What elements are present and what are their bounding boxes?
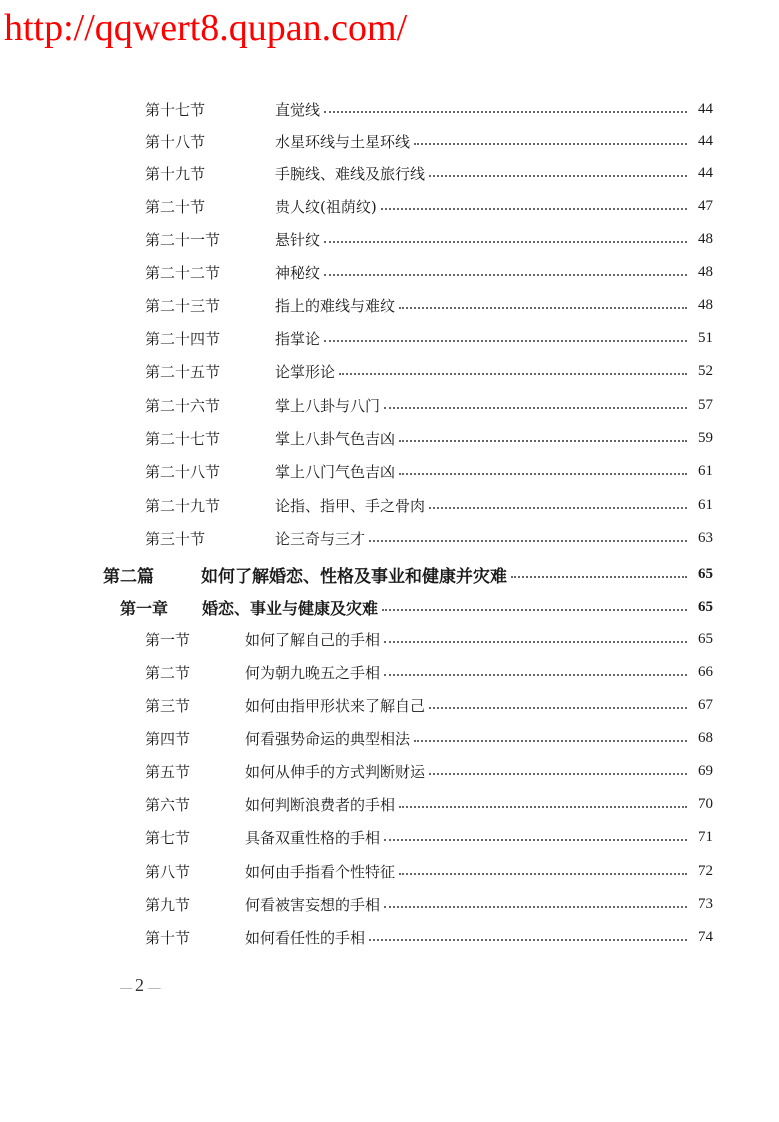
toc-entry-page: 70 [698, 795, 713, 812]
toc-entry-page: 52 [698, 362, 713, 379]
toc-entry-title: 论掌形论 [275, 362, 336, 381]
toc-entry-title: 何为朝九晚五之手相 [245, 663, 381, 682]
toc-entry-title: 何看被害妄想的手相 [245, 895, 381, 914]
toc-entry[interactable] [145, 129, 713, 153]
toc-entry-page: 69 [698, 762, 713, 779]
toc-entry[interactable] [145, 660, 713, 684]
toc-entry[interactable] [145, 161, 713, 185]
dot-leader [324, 340, 687, 342]
toc-entry[interactable] [145, 326, 713, 350]
toc-entry-page: 48 [698, 230, 713, 247]
toc-entry-page: 44 [698, 100, 713, 117]
toc-entry-page: 61 [698, 462, 713, 479]
toc-entry[interactable] [145, 359, 713, 383]
toc-entry[interactable] [145, 493, 713, 517]
toc-entry-page: 61 [698, 496, 713, 513]
dot-leader [399, 440, 687, 442]
toc-entry-number: 第二十六节 [145, 396, 221, 415]
toc-entry-number: 第九节 [145, 895, 191, 914]
toc-entry-title: 如何从伸手的方式判断财运 [245, 762, 426, 781]
dot-leader [384, 839, 687, 841]
toc-entry-number: 第二十八节 [145, 462, 221, 481]
page-footer [120, 975, 161, 996]
dot-leader [381, 208, 687, 210]
toc-entry-number: 第二十节 [145, 197, 206, 216]
dot-leader [429, 773, 687, 775]
toc-entry-page: 51 [698, 329, 713, 346]
toc-entry-title: 神秘纹 [275, 263, 321, 282]
toc-entry-page: 47 [698, 197, 713, 214]
toc-entry-page: 48 [698, 296, 713, 313]
dot-leader [384, 641, 687, 643]
toc-entry-number: 第一节 [145, 630, 191, 649]
dot-leader [324, 111, 687, 113]
toc-entry-number: 第四节 [145, 729, 191, 748]
page-number: 2 [135, 975, 144, 995]
dot-leader [369, 540, 687, 542]
toc-entry-page: 57 [698, 396, 713, 413]
toc-entry[interactable] [145, 227, 713, 251]
toc-entry-title: 论指、指甲、手之骨肉 [275, 496, 426, 515]
chapter-number: 第一章 [120, 598, 169, 618]
toc-chapter-heading[interactable] [120, 595, 713, 619]
dot-leader [399, 873, 687, 875]
toc-entry-page: 72 [698, 862, 713, 879]
toc-entry-number: 第二十二节 [145, 263, 221, 282]
toc-entry-number: 第五节 [145, 762, 191, 781]
toc-entry-number: 第十八节 [145, 132, 206, 151]
dot-leader [369, 939, 687, 941]
toc-entry-number: 第六节 [145, 795, 191, 814]
toc-entry-title: 贵人纹(祖荫纹) [275, 197, 377, 216]
toc-entry[interactable] [145, 426, 713, 450]
dot-leader [429, 707, 687, 709]
toc-entry-title: 如何看任性的手相 [245, 928, 366, 947]
toc-entry-page: 68 [698, 729, 713, 746]
toc-entry-title: 手腕线、难线及旅行线 [275, 164, 426, 183]
toc-part-heading[interactable] [103, 562, 713, 586]
toc-entry-number: 第七节 [145, 828, 191, 847]
toc-entry-page: 44 [698, 164, 713, 181]
toc-entry-title: 水星环线与土星环线 [275, 132, 411, 151]
dot-leader [339, 373, 687, 375]
toc-entry[interactable] [145, 726, 713, 750]
toc-entry-number: 第二十三节 [145, 296, 221, 315]
toc-entry-number: 第二节 [145, 663, 191, 682]
chapter-page: 65 [698, 598, 713, 615]
toc-entry[interactable] [145, 925, 713, 949]
dot-leader [384, 674, 687, 676]
dot-leader [384, 906, 687, 908]
toc-entry-page: 44 [698, 132, 713, 149]
toc-entry-title: 如何由指甲形状来了解自己 [245, 696, 426, 715]
toc-entry[interactable] [145, 194, 713, 218]
toc-entry-title: 掌上八卦与八门 [275, 396, 381, 415]
toc-entry[interactable] [145, 627, 713, 651]
dot-leader [429, 507, 687, 509]
toc-entry-title: 论三奇与三才 [275, 529, 366, 548]
toc-entry-page: 63 [698, 529, 713, 546]
toc-entry[interactable] [145, 393, 713, 417]
toc-entry[interactable] [145, 825, 713, 849]
toc-entry[interactable] [145, 892, 713, 916]
toc-entry-page: 74 [698, 928, 713, 945]
watermark-url[interactable]: http://qqwert8.qupan.com/ [4, 7, 408, 49]
toc-entry-title: 如何了解自己的手相 [245, 630, 381, 649]
toc-entry-number: 第十节 [145, 928, 191, 947]
dot-leader [324, 274, 687, 276]
toc-entry-number: 第八节 [145, 862, 191, 881]
toc-entry-number: 第二十九节 [145, 496, 221, 515]
dot-leader [399, 806, 687, 808]
toc-entry-title: 如何判断浪费者的手相 [245, 795, 396, 814]
toc-entry[interactable] [145, 260, 713, 284]
dot-leader [382, 609, 687, 611]
dot-leader [399, 307, 687, 309]
toc-entry-title: 具备双重性格的手相 [245, 828, 381, 847]
dot-leader [324, 241, 687, 243]
toc-entry-title: 指上的难线与难纹 [275, 296, 396, 315]
toc-entry-title: 直觉线 [275, 100, 321, 119]
part-page: 65 [698, 565, 713, 582]
toc-entry[interactable] [145, 97, 713, 121]
toc-entry-title: 如何由手指看个性特征 [245, 862, 396, 881]
toc-entry-number: 第二十五节 [145, 362, 221, 381]
toc-entry-number: 第三十节 [145, 529, 206, 548]
toc-entry-title: 掌上八卦气色吉凶 [275, 429, 396, 448]
toc-entry-number: 第二十七节 [145, 429, 221, 448]
chapter-title: 婚恋、事业与健康及灾难 [202, 598, 379, 618]
toc-entry-page: 65 [698, 630, 713, 647]
toc-entry-title: 指掌论 [275, 329, 321, 348]
toc-entry[interactable] [145, 792, 713, 816]
toc-entry[interactable] [145, 459, 713, 483]
dot-leader [399, 473, 687, 475]
toc-entry-number: 第三节 [145, 696, 191, 715]
toc-entry-page: 59 [698, 429, 713, 446]
dot-leader [414, 740, 687, 742]
dot-leader [511, 576, 687, 578]
toc-entry-page: 48 [698, 263, 713, 280]
dot-leader [429, 175, 687, 177]
footer-dash-right: — [148, 980, 161, 994]
toc-entry-number: 第十七节 [145, 100, 206, 119]
toc-entry-page: 73 [698, 895, 713, 912]
toc-entry-page: 71 [698, 828, 713, 845]
toc-entry-page: 66 [698, 663, 713, 680]
toc-entry-number: 第十九节 [145, 164, 206, 183]
toc-entry[interactable] [145, 859, 713, 883]
footer-dash-left: — [120, 980, 135, 994]
toc-entry[interactable] [145, 293, 713, 317]
toc-entry-number: 第二十一节 [145, 230, 221, 249]
toc-entry-number: 第二十四节 [145, 329, 221, 348]
toc-entry[interactable] [145, 693, 713, 717]
part-number: 第二篇 [103, 566, 154, 587]
toc-entry-title: 何看强势命运的典型相法 [245, 729, 411, 748]
dot-leader [384, 407, 687, 409]
toc-entry[interactable] [145, 759, 713, 783]
toc-entry-title: 悬针纹 [275, 230, 321, 249]
toc-entry-page: 67 [698, 696, 713, 713]
toc-entry[interactable] [145, 526, 713, 550]
dot-leader [414, 143, 687, 145]
part-title: 如何了解婚恋、性格及事业和健康并灾难 [201, 566, 507, 587]
toc-entry-title: 掌上八门气色吉凶 [275, 462, 396, 481]
